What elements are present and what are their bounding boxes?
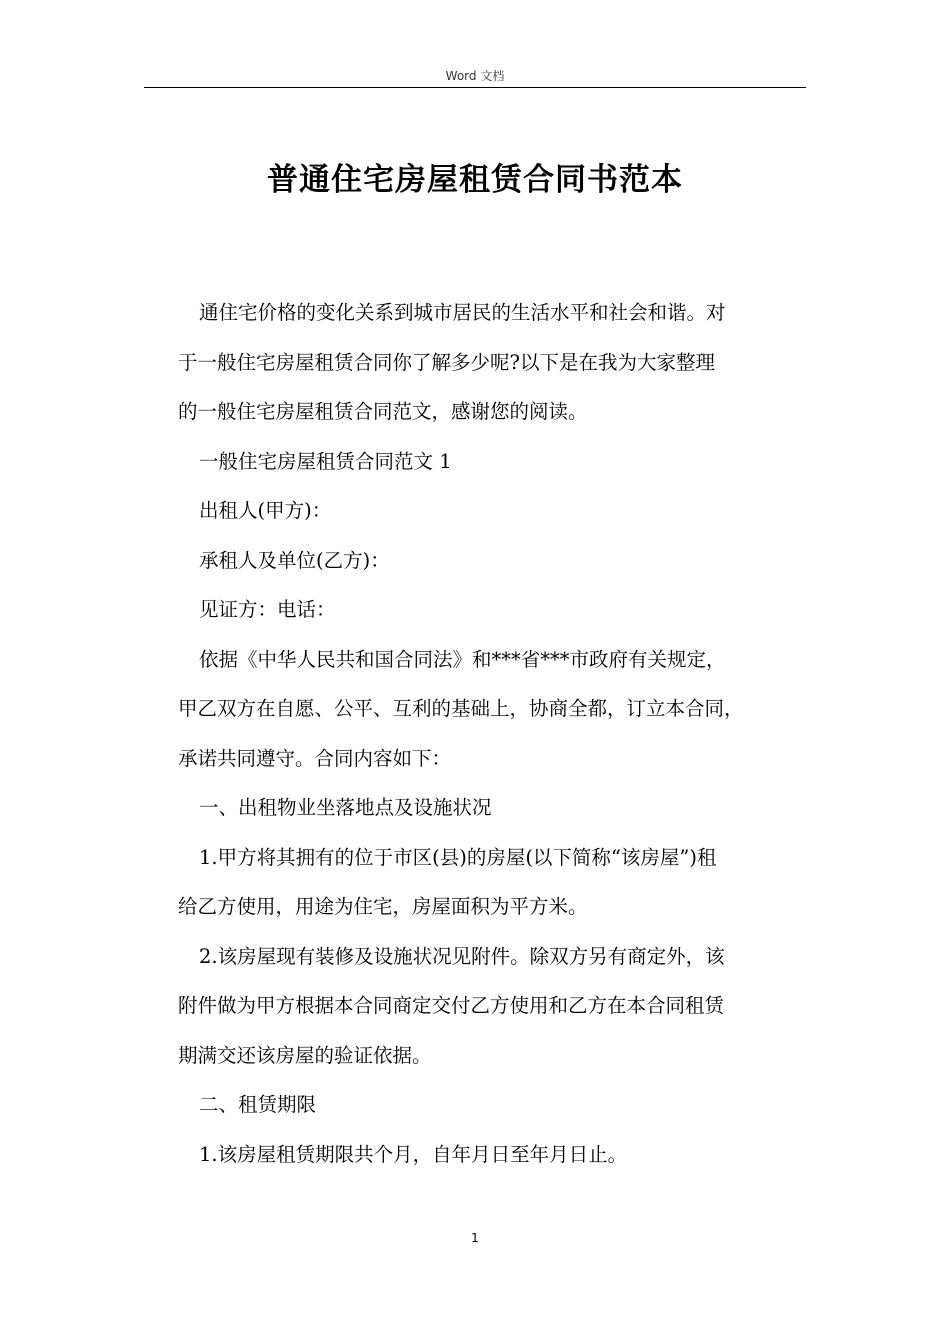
paragraph-line: 给乙方使用，用途为住宅，房屋面积为平方米。 xyxy=(178,895,588,918)
section-heading-term xyxy=(178,1080,813,1130)
clause-1-1 xyxy=(178,833,813,932)
paragraph-contract-heading xyxy=(178,437,813,487)
page-header-label: Word 文档 xyxy=(445,69,505,83)
paragraph-line: 2.该房屋现有装修及设施状况见附件。除双方另有商定外，该 xyxy=(199,944,725,968)
paragraph-line: 通住宅价格的变化关系到城市居民的生活水平和社会和谐。对 xyxy=(199,301,726,324)
page-number: 1 xyxy=(471,1231,479,1245)
paragraph-line: 甲乙双方在自愿、公平、互利的基础上，协商全都，订立本合同， xyxy=(178,697,744,720)
paragraph-line: 承诺共同遵守。合同内容如下： xyxy=(178,746,452,770)
paragraph-lessee xyxy=(178,536,813,586)
header-divider xyxy=(144,87,806,88)
paragraph-line: 依据《中华人民共和国合同法》和***省***市政府有关规定， xyxy=(199,647,726,671)
document-body xyxy=(178,288,813,1179)
paragraph-intro xyxy=(178,288,813,437)
paragraph-line: 一、出租物业坐落地点及设施状况 xyxy=(199,796,492,819)
paragraph-line: 1.甲方将其拥有的位于市区(县)的房屋(以下简称“该房屋”)租 xyxy=(199,845,717,869)
paragraph-line: 二、租赁期限 xyxy=(199,1093,317,1116)
paragraph-lessor xyxy=(178,486,813,536)
paragraph-line: 承租人及单位(乙方)： xyxy=(199,548,390,572)
section-heading-property xyxy=(178,783,813,833)
clause-1-2 xyxy=(178,932,813,1081)
paragraph-witness xyxy=(178,585,813,635)
paragraph-line: 的一般住宅房屋租赁合同范文，感谢您的阅读。 xyxy=(178,400,588,423)
paragraph-line: 出租人(甲方)： xyxy=(199,499,332,522)
paragraph-line: 见证方：电话： xyxy=(199,598,336,621)
paragraph-line: 一般住宅房屋租赁合同范文 1 xyxy=(199,449,452,473)
document-title: 普通住宅房屋租赁合同书范本 xyxy=(267,162,683,198)
paragraph-legal-basis xyxy=(178,635,813,784)
paragraph-line: 于一般住宅房屋租赁合同你了解多少呢?以下是在我为大家整理 xyxy=(178,350,715,374)
paragraph-line: 期满交还该房屋的验证依据。 xyxy=(178,1043,432,1067)
paragraph-line: 附件做为甲方根据本合同商定交付乙方使用和乙方在本合同租赁 xyxy=(178,994,725,1017)
clause-2-1 xyxy=(178,1130,813,1180)
paragraph-line: 1.该房屋租赁期限共个月，自年月日至年月日止。 xyxy=(199,1142,628,1166)
